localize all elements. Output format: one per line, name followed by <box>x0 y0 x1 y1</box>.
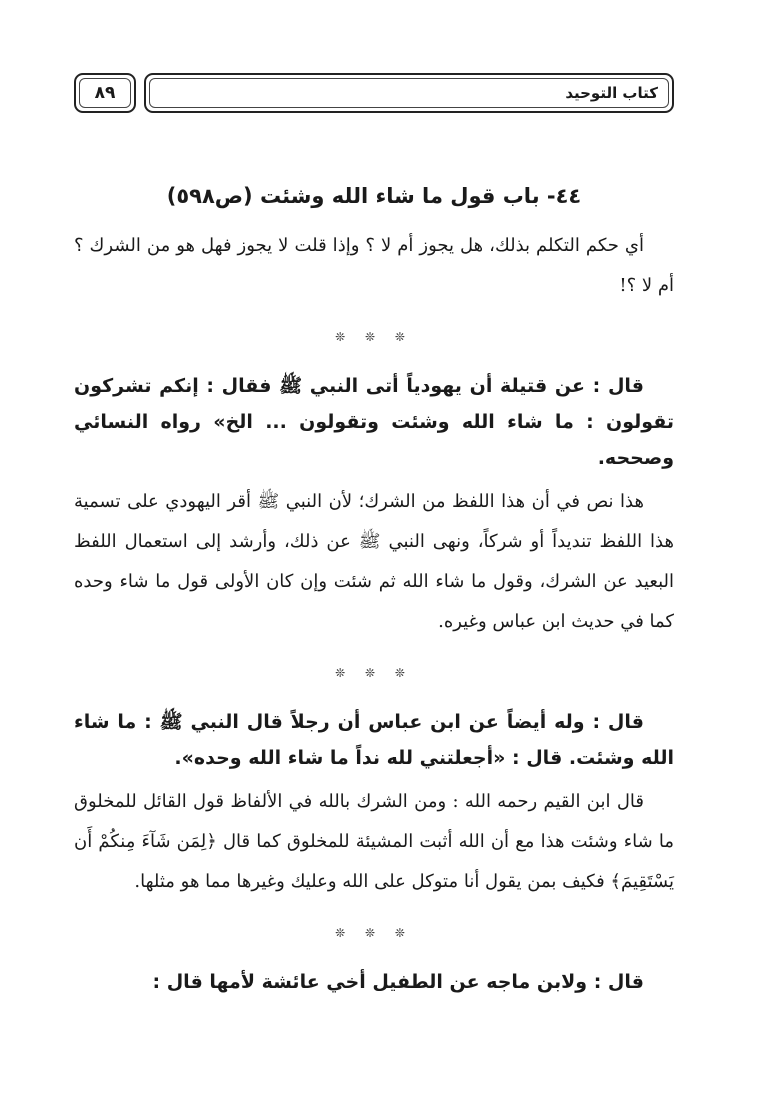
commentary-paragraph-2: قال ابن القيم رحمه الله : ومن الشرك بالله في الألفاظ قول القائل للمخلوق ما شاء وشئت هذا مع أن الله أثبت المشيئة للمخلوق كما قال ﴿لِمَن شَآءَ مِنكُمْ أَن يَسْتَقِيمَ﴾ فكيف بمن يقول أنا متوكل على الله وعليك وغيرها مما هو مثلها. <box>74 791 674 892</box>
running-header <box>74 73 674 117</box>
page-number: ٨٩ <box>94 83 116 103</box>
section-separator: ❊ ❊ ❊ <box>335 666 413 680</box>
chapter-title: ٤٤- باب قول ما شاء الله وشئت (ص٥٩٨) <box>166 184 582 208</box>
section-separator: ❊ ❊ ❊ <box>335 926 413 940</box>
quoted-hadith-3: قال : ولابن ماجه عن الطفيل أخي عائشة لأمها قال : <box>152 971 644 993</box>
page-body <box>74 178 674 1006</box>
intro-paragraph: أي حكم التكلم بذلك، هل يجوز أم لا ؟ وإذا قلت لا يجوز فهل هو من الشرك ؟ أم لا ؟! <box>74 235 674 296</box>
book-title: كتاب التوحيد <box>565 84 658 102</box>
quoted-hadith-2: قال : وله أيضاً عن ابن عباس أن رجلاً قال النبي ﷺ : ما شاء الله وشئت. قال : «أجعلتني لله نداً ما شاء الله وحده». <box>74 711 674 769</box>
commentary-paragraph-1: هذا نص في أن هذا اللفظ من الشرك؛ لأن النبي ﷺ أقر اليهودي على تسمية هذا اللفظ تنديداً أو شركاً، ونهى النبي ﷺ عن ذلك، وأرشد إلى استعمال اللفظ البعيد عن الشرك، وقول ما شاء الله ثم شئت وإن كان الأولى قول ما شاء وحده كما في حديث ابن عباس وغيره. <box>74 491 674 632</box>
header-title-frame <box>144 73 674 113</box>
section-separator: ❊ ❊ ❊ <box>335 330 413 344</box>
page-number-frame <box>74 73 136 113</box>
quoted-hadith-1: قال : عن قتيلة أن يهودياً أتى النبي ﷺ فقال : إنكم تشركون تقولون : ما شاء الله وشئت وتقولون ... الخ» رواه النسائي وصححه. <box>74 375 674 469</box>
